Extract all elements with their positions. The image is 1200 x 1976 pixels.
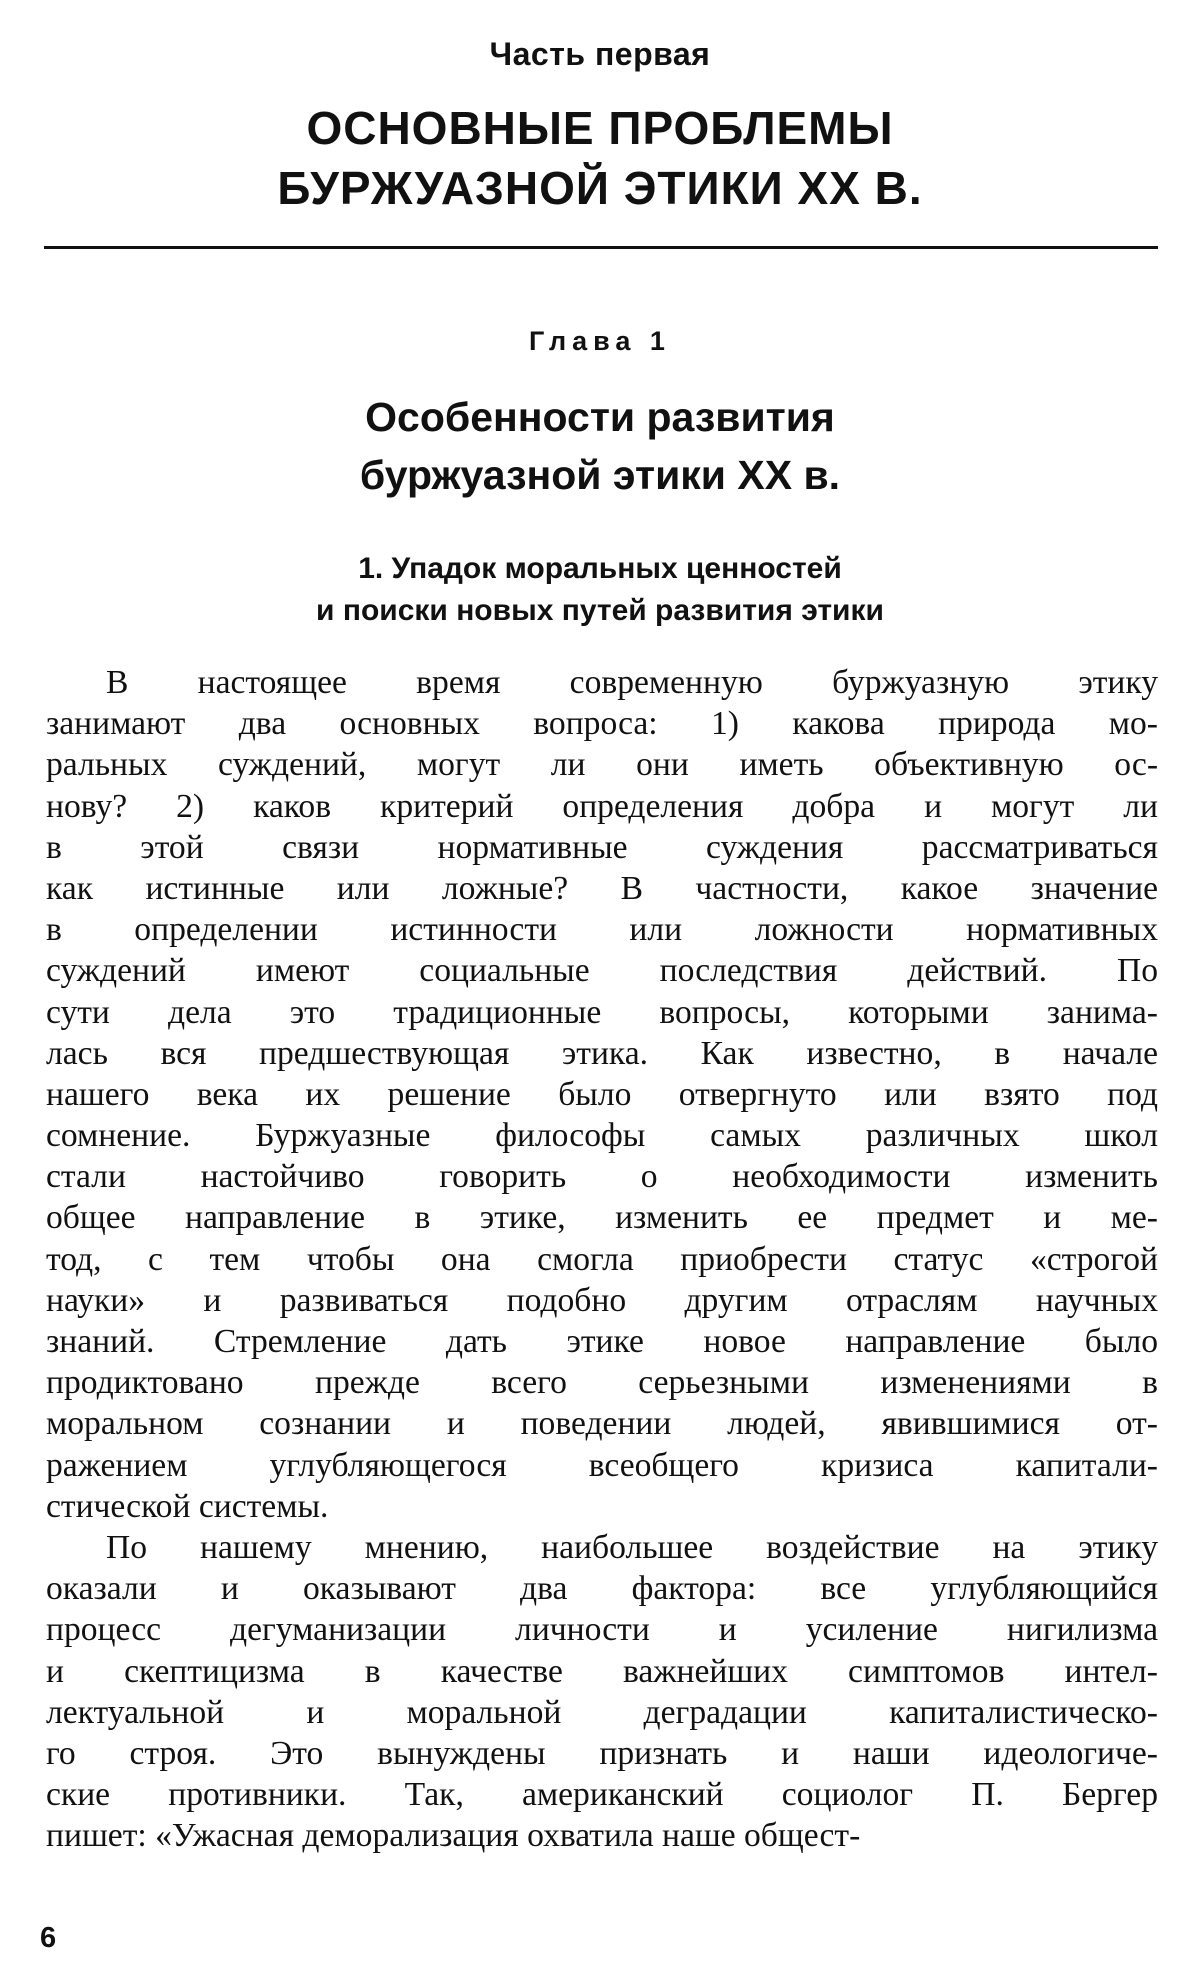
chapter-label: Глава 1 (529, 326, 671, 356)
paragraph-line: ральных суждений, могут ли они иметь объективную ос- (46, 746, 1158, 784)
paragraph-line: нашего века их решение было отвергнуто или взято под (46, 1075, 1158, 1113)
part-title (0, 98, 1200, 218)
paragraph-line: знаний. Стремление дать этике новое направление было (46, 1323, 1158, 1360)
paragraph-line: суждений имеют социальные последствия действий. По (46, 952, 1158, 990)
page-number: 6 (40, 1922, 57, 1954)
paragraph-line: стали настойчиво говорить о необходимости изменить (46, 1158, 1158, 1196)
paragraph-line: и скептицизма в качестве важнейших симптомов интел- (46, 1652, 1158, 1690)
paragraph-line: моральном сознании и поведении людей, явившимися от- (46, 1405, 1158, 1443)
paragraph-line: продиктовано прежде всего серьезными изменениями в (46, 1364, 1158, 1402)
part-title-line: БУРЖУАЗНОЙ ЭТИКИ XX В. (277, 162, 923, 214)
paragraph-line: как истинные или ложные? В частности, какое значение (46, 869, 1158, 907)
paragraph-line: оказали и оказывают два фактора: все углубляющийся (46, 1570, 1158, 1608)
paragraph (46, 1527, 1158, 1857)
paragraph-line: лектуальной и моральной деградации капиталистическо- (46, 1693, 1158, 1731)
paragraph-line: в определении истинности или ложности нормативных (46, 911, 1158, 949)
paragraph-line: нову? 2) каков критерий определения добра и могут ли (46, 787, 1158, 825)
horizontal-rule (44, 246, 1158, 249)
paragraph-line: общее направление в этике, изменить ее предмет и ме- (46, 1199, 1158, 1237)
part-title-line: ОСНОВНЫЕ ПРОБЛЕМЫ (306, 102, 894, 154)
paragraph-line: пишет: «Ужасная деморализация охватила наше общест- (46, 1817, 861, 1855)
section-title-line: и поиски новых путей развития этики (316, 594, 884, 627)
paragraph-line: го строя. Это вынуждены признать и наши идеологиче- (46, 1734, 1158, 1772)
paragraph-line: ражением углубляющегося всеобщего кризиса капитали- (46, 1446, 1158, 1484)
chapter-title-line: Особенности развития (365, 394, 835, 440)
paragraph-line: лась вся предшествующая этика. Как известно, в начале (46, 1034, 1158, 1072)
paragraph-line: сомнение. Буржуазные философы самых различных школ (46, 1117, 1158, 1155)
paragraph-line: в этой связи нормативные суждения рассматриваться (46, 828, 1158, 866)
paragraph-line: стической системы. (46, 1487, 329, 1525)
paragraph-line: По нашему мнению, наибольшее воздействие на этику (106, 1528, 1158, 1566)
paragraph-line: тод, с тем чтобы она смогла приобрести статус «строгой (46, 1240, 1158, 1278)
paragraph-line: науки» и развиваться подобно другим отраслям научных (46, 1281, 1158, 1319)
section-title-line: 1. Упадок моральных ценностей (358, 552, 842, 585)
part-label: Часть первая (489, 36, 711, 72)
section-title (0, 548, 1200, 632)
paragraph-line: процесс дегуманизации личности и усиление нигилизма (46, 1611, 1158, 1649)
body-text (46, 662, 1158, 1856)
paragraph-line: сути дела это традиционные вопросы, которыми занима- (46, 993, 1158, 1031)
paragraph (46, 662, 1158, 1527)
chapter-title-line: буржуазной этики XX в. (359, 452, 841, 498)
paragraph-line: ские противники. Так, американский социолог П. Бергер (46, 1776, 1158, 1814)
paragraph-line: занимают два основных вопроса: 1) какова природа мо- (46, 705, 1158, 743)
paragraph-line: В настоящее время современную буржуазную этику (106, 664, 1158, 701)
chapter-title (0, 388, 1200, 504)
